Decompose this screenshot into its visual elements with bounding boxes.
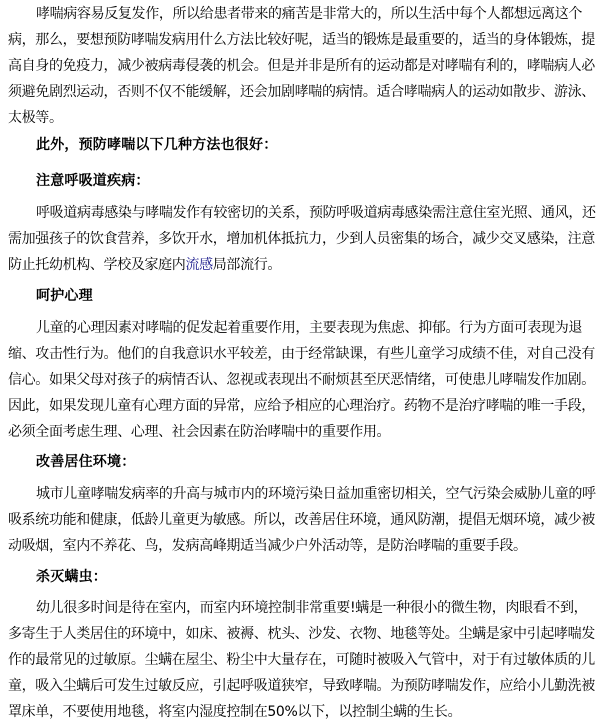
section-heading-respiratory: 注意呼吸道疾病： [36,173,150,189]
intro-paragraph: 哮喘病容易反复发作，所以给患者带来的痛苦是非常大的，所以生活中每个人都想远离这个病，那么，要想预防哮喘发病用什么方法比较好呢，适当的锻炼是最重要的，适当的身体锻炼，提高自身的免疫力，减少被病毒侵袭的机会。但是并非是所有的运动都是对哮喘有利的，哮喘病人必须避免剧烈运动，否则不仅不能缓解，还会加剧哮喘的病情。适合哮喘病人的运动如散步、游泳、太极等。 [8,6,595,126]
body-text: 局部流行。 [212,257,282,273]
section-heading-environment: 改善居住环境： [36,454,136,470]
body-text: 呼吸道病毒感染与哮喘发作有较密切的关系，预防呼吸道病毒感染需注意住室光照、通风，还需加强孩子的饮食营养，多饮开水，增加机体抵抗力，少到人员密集的场合，减少交叉感染，注意防止托幼机构、学校及家庭内 [8,205,596,273]
section-body-mites: 幼儿很多时间是待在室内，而室内环境控制非常重要!螨是一种很小的微生物，肉眼看不到，多寄生于人类居住的环境中，如床、被褥、枕头、沙发、衣物、地毯等处。尘螨是家中引起哮喘发作的最常见的过敏原。尘螨在屋尘、粉尘中大量存在，可随时被吸入气管中，对于有过敏体质的儿童，吸入尘螨后可发生过敏反应，引起呼吸道狭窄，导致哮喘。为预防哮喘发作，应给小儿勤洗被罩床单，不要使用地毯，将室内湿度控制在50%以下，以控制尘螨的生长。 [8,600,595,720]
section-heading-mites: 杀灭螨虫： [36,569,107,585]
lead-heading: 此外，预防哮喘以下几种方法也很好： [36,137,278,153]
flu-link[interactable]: 流感 [185,257,213,273]
section-body-respiratory [8,200,598,278]
section-heading-psychology: 呵护心理 [36,288,93,304]
section-body-psychology: 儿童的心理因素对哮喘的促发起着重要作用，主要表现为焦虑、抑郁。行为方面可表现为退缩、攻击性行为。他们的自我意识水平较差，由于经常缺课，有些儿童学习成绩不佳，对自己没有信心。如果父母对孩子的病情否认、忽视或表现出不耐烦甚至厌恶情绪，可使患儿哮喘发作加剧。因此，如果发现儿童有心理方面的异常，应给予相应的心理治疗。药物不是治疗哮喘的唯一手段，必须全面考虑生理、心理、社会因素在防治哮喘中的重要作用。 [8,320,595,440]
section-body-environment: 城市儿童哮喘发病率的升高与城市内的环境污染日益加重密切相关，空气污染会威胁儿童的呼吸系统功能和健康，低龄儿童更为敏感。所以，改善居住环境，通风防潮，提倡无烟环境，减少被动吸烟，室内不养花、鸟，发病高峰期适当减少户外活动等，是防治哮喘的重要手段。 [8,486,596,554]
